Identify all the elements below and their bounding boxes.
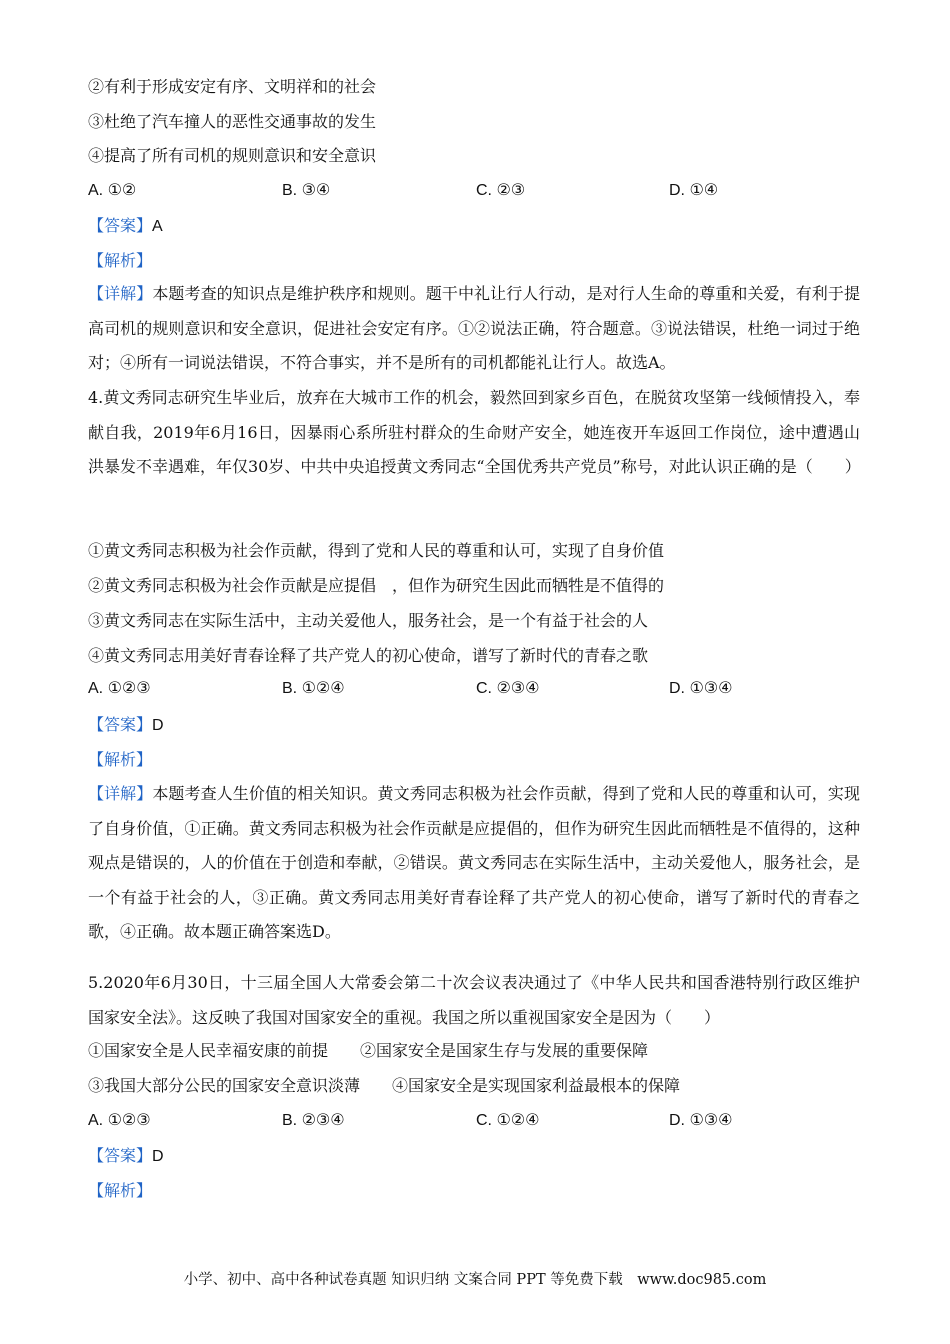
- detail-tag: 【详解】: [88, 284, 153, 303]
- detail-text: 本题考查人生价值的相关知识。黄文秀同志积极为社会作贡献，得到了党和人民的尊重和认可，实现了自身价值，①正确。黄文秀同志积极为社会作贡献是应提倡的，但作为研究生因此而牺牲是不值得的，这种观点是错误的，人的价值在于创造和奉献，②错误。黄文秀同志在实际生活中，主动关爱他人，服务社会，是一个有益于社会的人，③正确。黄文秀同志用美好青春诠释了共产党人的初心使命，谱写了新时代的青春之歌，④正确。故本题正确答案选D。: [88, 784, 860, 941]
- q3-option-c: C. ②③: [476, 182, 526, 199]
- q5-statements-line-1: ①国家安全是人民幸福安康的前提 ②国家安全是国家生存与发展的重要保障: [88, 1041, 649, 1060]
- q3-statement-4: ④提高了所有司机的规则意识和安全意识: [88, 146, 377, 165]
- q5-option-a: A. ①②③: [88, 1112, 151, 1129]
- answer-value: A: [152, 218, 163, 235]
- q4-statement-4: ④黄文秀同志用美好青春诠释了共产党人的初心使命，谱写了新时代的青春之歌: [88, 646, 649, 665]
- q4-option-b: B. ①②④: [282, 680, 345, 697]
- q4-statement-2: ②黄文秀同志积极为社会作贡献是应提倡 ，但作为研究生因此而牺牲是不值得的: [88, 576, 665, 595]
- q4-detail: [88, 777, 860, 950]
- q3-detail: [88, 277, 860, 381]
- answer-tag: 【答案】: [88, 1146, 153, 1165]
- q3-answer: [88, 216, 163, 237]
- detail-text: 本题考查的知识点是维护秩序和规则。题干中礼让行人行动，是对行人生命的尊重和关爱，有利于提高司机的规则意识和安全意识，促进社会安定有序。①②说法正确，符合题意。③说法错误，杜绝一词过于绝对；④所有一词说法错误，不符合事实，并不是所有的司机都能礼让行人。故选A。: [88, 284, 860, 372]
- q3-statement-2: ②有利于形成安定有序、文明祥和的社会: [88, 77, 377, 96]
- q3-option-a: A. ①②: [88, 182, 137, 199]
- q5-stem: 5.2020年6月30日，十三届全国人大常委会第二十次会议表决通过了《中华人民共和国香港特别行政区维护国家安全法》。这反映了我国对国家安全的重视。我国之所以重视国家安全是因为（ ）: [88, 973, 860, 1027]
- q4-stem: 4.黄文秀同志研究生毕业后，放弃在大城市工作的机会，毅然回到家乡百色，在脱贫攻坚第一线倾情投入，奉献自我，2019年6月16日，因暴雨心系所驻村群众的生命财产安全，她连夜开车返回工作岗位，途中遭遇山洪暴发不幸遇难，年仅30岁、中共中央追授黄文秀同志“全国优秀共产党员”称号，对此认识正确的是（ ）: [88, 388, 861, 476]
- q4-analysis-tag: 【解析】: [88, 750, 153, 769]
- q3-analysis-tag: 【解析】: [88, 251, 153, 270]
- q5-analysis-tag: 【解析】: [88, 1181, 153, 1200]
- answer-value: D: [152, 1148, 164, 1165]
- q5-answer: [88, 1146, 164, 1167]
- q5-option-b: B. ②③④: [282, 1112, 345, 1129]
- q4-option-c: C. ②③④: [476, 680, 540, 697]
- q3-option-d: D. ①④: [669, 182, 719, 199]
- answer-value: D: [152, 717, 164, 734]
- detail-tag: 【详解】: [88, 784, 153, 803]
- q4-statement-3: ③黄文秀同志在实际生活中，主动关爱他人，服务社会，是一个有益于社会的人: [88, 611, 649, 630]
- answer-tag: 【答案】: [88, 216, 153, 235]
- answer-tag: 【答案】: [88, 715, 153, 734]
- q5-option-c: C. ①②④: [476, 1112, 540, 1129]
- q4-option-a: A. ①②③: [88, 680, 151, 697]
- q3-statement-3: ③杜绝了汽车撞人的恶性交通事故的发生: [88, 112, 377, 131]
- q5-statements-line-2: ③我国大部分公民的国家安全意识淡薄 ④国家安全是实现国家利益最根本的保障: [88, 1076, 681, 1095]
- q5-option-d: D. ①③④: [669, 1112, 733, 1129]
- q4-answer: [88, 715, 164, 736]
- q3-option-b: B. ③④: [282, 182, 331, 199]
- q4-option-d: D. ①③④: [669, 680, 733, 697]
- page-footer: 小学、初中、高中各种试卷真题 知识归纳 文案合同 PPT 等免费下载 www.doc985.com: [183, 1272, 767, 1288]
- q4-statement-1: ①黄文秀同志积极为社会作贡献，得到了党和人民的尊重和认可，实现了自身价值: [88, 541, 665, 560]
